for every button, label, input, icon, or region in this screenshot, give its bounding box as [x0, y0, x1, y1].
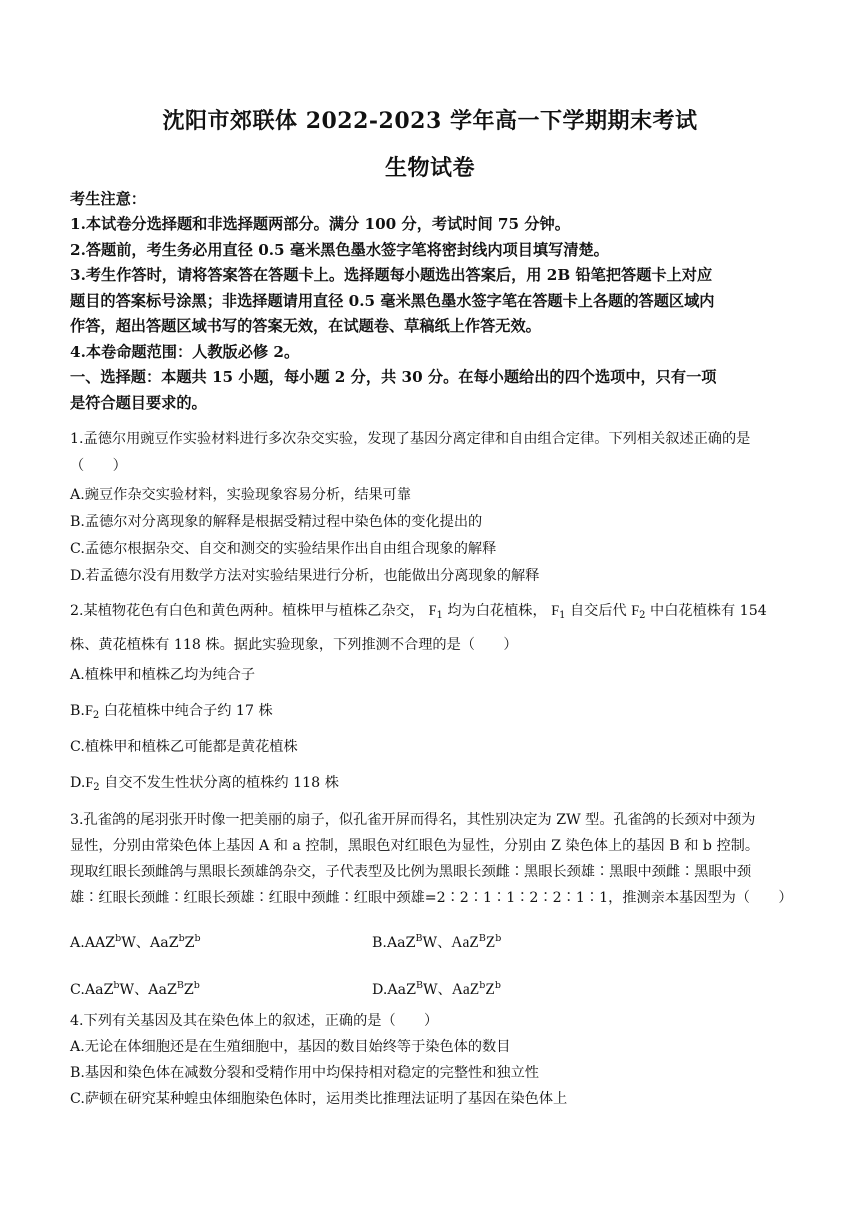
- question-3-option-b: B.AaZ$^B$W、$AaZ^BZ^b$: [372, 933, 502, 951]
- question-1-stem: 1.孟德尔用豌豆作实验材料进行多次杂交实验，发现了基因分离定律和自由组合定律。下列相关叙述正确的是: [70, 431, 751, 447]
- question-1-stem-bracket: （ ）: [70, 458, 127, 474]
- notice-item: 2.答题前，考生务必用直径 0.5 毫米黑色墨水签字笔将密封线内项目填写清楚。: [70, 241, 609, 259]
- question-4-option-a: A.无论在体细胞还是在生殖细胞中，基因的数目始终等于染色体的数目: [70, 1039, 511, 1055]
- question-4-stem: 4.下列有关基因及其在染色体上的叙述，正确的是（ ）: [70, 1013, 439, 1029]
- question-4-option-b: B.基因和染色体在减数分裂和受精作用中均保持相对稳定的完整性和独立性: [70, 1065, 539, 1081]
- notice-item: 1.本试卷分选择题和非选择题两部分。满分 100 分，考试时间 75 分钟。: [70, 215, 570, 233]
- question-3-stem: 3.孔雀鸽的尾羽张开时像一把美丽的扇子，似孔雀开屏而得名，其性别决定为 ZW 型。孔雀鸽的长颈对中颈为: [70, 812, 756, 828]
- question-3-option-d: D.AaZ$^B$W、$AaZ^bZ^b$: [372, 980, 501, 998]
- question-1-option-a: A.豌豆作杂交实验材料，实验现象容易分析，结果可靠: [70, 487, 412, 503]
- page-title: 沈阳市郊联体 2022-2023 学年高一下学期期末考试: [162, 108, 698, 134]
- question-2-option-c: C.植株甲和植株乙可能都是黄花植株: [70, 739, 298, 755]
- question-2-option-b: $B.F_2$ 白花植株中纯合子约 17 株: [70, 703, 273, 721]
- notice-heading: 考生注意：: [70, 190, 146, 208]
- question-1-option-d: D.若孟德尔没有用数学方法对实验结果进行分析，也能做出分离现象的解释: [70, 568, 540, 584]
- question-1-option-b: B.孟德尔对分离现象的解释是根据受精过程中染色体的变化提出的: [70, 514, 483, 530]
- question-3-stem: 雄∶红眼长颈雌∶红眼长颈雄∶红眼中颈雌∶红眼中颈雄=2∶2∶1∶1∶2∶2∶1∶1，推测亲本基因型为（ ）: [70, 890, 793, 906]
- question-1-option-c: C.孟德尔根据杂交、自交和测交的实验结果作出自由组合现象的解释: [70, 541, 497, 557]
- question-3-stem: 现取红眼长颈雌鸽与黑眼长颈雄鸽杂交，子代表型及比例为黑眼长颈雌∶黑眼长颈雄∶黑眼中颈雌∶黑眼中颈: [70, 864, 752, 880]
- question-3-option-a: A.AAZ$^b$W、$AaZ^bZ^b$: [70, 933, 201, 951]
- question-4-option-c: C.萨顿在研究某种蝗虫体细胞染色体时，运用类比推理法证明了基因在染色体上: [70, 1091, 568, 1107]
- question-3-stem: 显性，分别由常染色体上基因 A 和 a 控制，黑眼色对红眼色为显性，分别由 Z 染色体上的基因 B 和 b 控制。: [70, 838, 760, 854]
- section-heading: 是符合题目要求的。: [70, 394, 207, 412]
- notice-item: 4.本卷命题范围：人教版必修 2。: [70, 343, 300, 361]
- question-2-stem-line2: 株、黄花植株有 118 株。据此实验现象，下列推测不合理的是（ ）: [70, 637, 518, 653]
- section-heading: 一、选择题：本题共 15 小题，每小题 2 分，共 30 分。在每小题给出的四个选项中，只有一项: [70, 368, 717, 386]
- question-3-option-c: C.AaZ$^b$W、$AaZ^BZ^b$: [70, 980, 200, 998]
- question-2-stem: 2.某植物花色有白色和黄色两种。植株甲与植株乙杂交， $F_1$ 均为白花植株， $F_1$ 自交后代 $F_2$ 中白花植株有 154: [70, 603, 767, 621]
- notice-item: 3.考生作答时，请将答案答在答题卡上。选择题每小题选出答案后，用 2B 铅笔把答题卡上对应: [70, 266, 713, 284]
- page-subtitle: 生物试卷: [384, 155, 475, 181]
- question-2-option-a: A.植株甲和植株乙均为纯合子: [70, 667, 256, 683]
- notice-item: 题目的答案标号涂黑；非选择题请用直径 0.5 毫米黑色墨水签字笔在答题卡上各题的答题区域内: [70, 292, 715, 310]
- notice-item: 作答，超出答题区域书写的答案无效，在试题卷、草稿纸上作答无效。: [70, 317, 541, 335]
- question-2-option-d: $D.F_2$ 自交不发生性状分离的植株约 118 株: [70, 775, 339, 793]
